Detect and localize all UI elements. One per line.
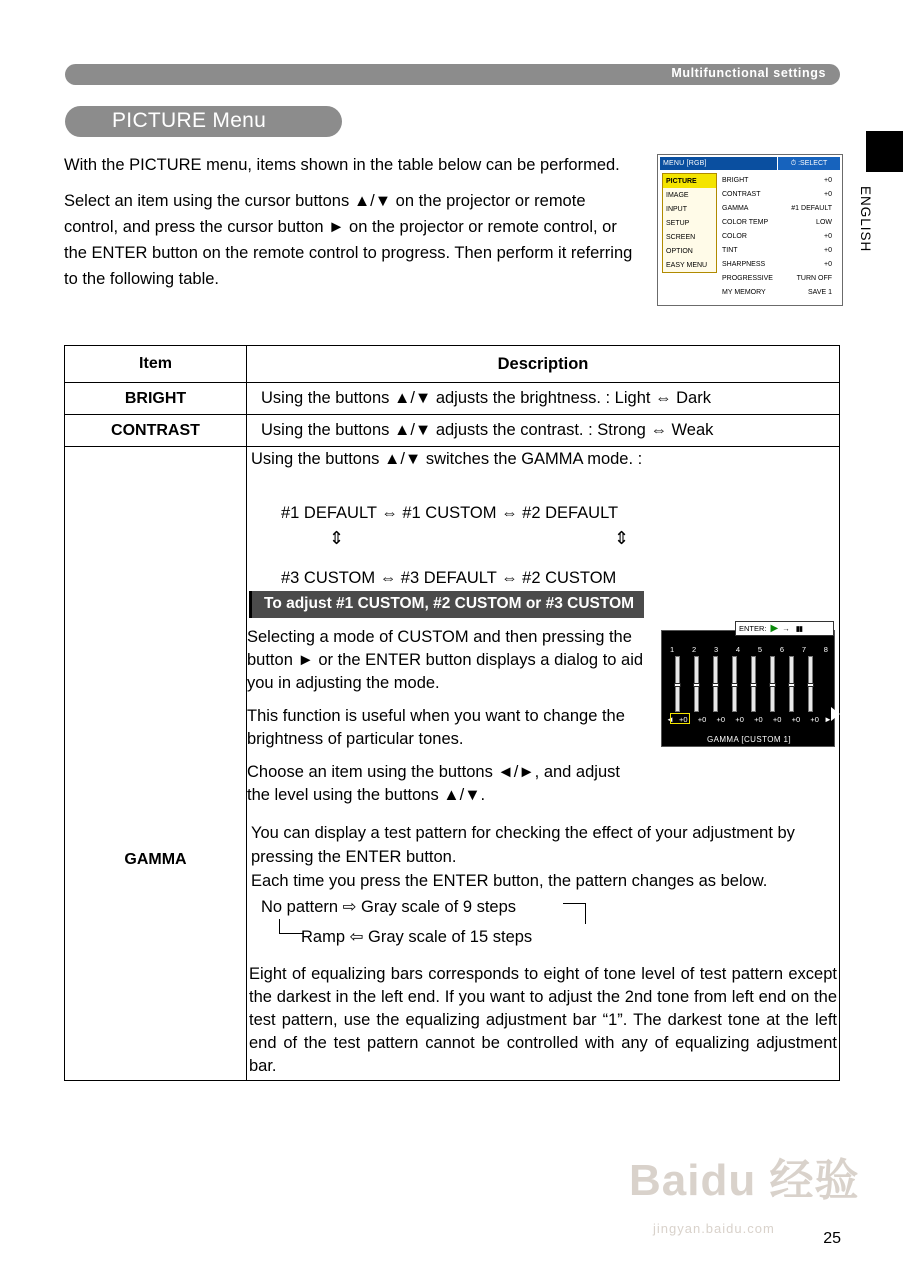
row-description-gamma [247, 447, 839, 1080]
row-item-gamma [65, 447, 247, 1080]
osd-setting-name: PROGRESSIVE [722, 274, 773, 282]
equalizer-knob [807, 683, 814, 687]
equalizer-bar [675, 656, 680, 712]
equalizer-bar [751, 656, 756, 712]
bar-value: +0 [679, 715, 688, 724]
osd-setting-value: +0 [824, 246, 832, 254]
bar-value: +0 [810, 715, 819, 724]
osd-setting-name: COLOR TEMP [722, 218, 769, 226]
bar-number: 3 [713, 645, 719, 654]
gamma-paragraph-5: Each time you press the ENTER button, the pattern changes as below. [251, 872, 768, 890]
bar-number: 6 [779, 645, 785, 654]
right-arrow-icon: ► [824, 715, 832, 724]
watermark [629, 1156, 869, 1236]
language-label: ENGLISH [858, 186, 873, 253]
equalizer-knob [731, 683, 738, 687]
page-title: PICTURE Menu [112, 109, 267, 132]
gamma-mode-flow [247, 477, 839, 585]
osd-setting-value: #1 DEFAULT [791, 204, 832, 212]
table-row [65, 415, 839, 447]
gamma-dialog-footer: GAMMA [CUSTOM 1] [706, 735, 792, 744]
osd-setting-value: +0 [824, 260, 832, 268]
gamma-paragraph-1: Selecting a mode of CUSTOM and then pressing the button ► or the ENTER button displays a dialog to aid you in adjusting the mode. [247, 628, 644, 692]
gamma-flow-arrow-right: ⇕ [614, 528, 630, 548]
osd-setting-row [720, 173, 836, 187]
play-triangle-icon: ▶ [770, 623, 779, 634]
equalizer-bar [789, 656, 794, 712]
bar-value: +0 [735, 715, 744, 724]
gamma-flow-bottom: #3 CUSTOM ⇔ #3 DEFAULT ⇔ #2 CUSTOM [281, 569, 617, 587]
pattern-arrow-right-hook [563, 903, 586, 924]
gamma-subheading: To adjust #1 CUSTOM, #2 CUSTOM or #3 CUSTOM [249, 591, 644, 618]
osd-menu-item-easy-menu: EASY MENU [666, 261, 708, 269]
intro-text [64, 152, 654, 302]
gamma-paragraph-2: This function is useful when you want to change the brightness of particular tones. [247, 707, 625, 748]
osd-setting-name: SHARPNESS [722, 260, 766, 268]
osd-title-right: ⏱ :SELECT [777, 157, 840, 170]
osd-menu-item-screen: SCREEN [666, 233, 696, 241]
osd-setting-row [720, 215, 836, 229]
gamma-paragraph-6: Eight of equalizing bars corresponds to eight of tone level of test pattern except the darkest in the left end. If you want to adjust the 2nd tone from left end on the test pattern, use the equalizing adjustment bar “1”. The darkest tone at the left end of the test pattern cannot be controlled with any of equalizing adjustment bar. [249, 965, 837, 1075]
osd-setting-name: COLOR [722, 232, 747, 240]
gamma-dialog-values [666, 715, 832, 724]
gamma-dialog-equalizer-bars [672, 656, 828, 712]
gray-scale-icon: ▮▮ [795, 624, 802, 633]
bar-number: 5 [757, 645, 763, 654]
table-row [65, 447, 839, 1080]
equalizer-bar [732, 656, 737, 712]
section-title-pill [65, 106, 342, 137]
osd-setting-row [720, 271, 836, 285]
gamma-dialog-enter-hint [735, 621, 834, 636]
equalizer-knob [788, 683, 795, 687]
osd-setting-value: LOW [816, 218, 832, 226]
equalizer-bar [808, 656, 813, 712]
osd-setting-value: SAVE 1 [808, 288, 832, 296]
bar-number: 2 [691, 645, 697, 654]
running-head-label: Multifunctional settings [671, 66, 826, 80]
bar-value: +0 [772, 715, 782, 724]
osd-setting-value: +0 [824, 190, 832, 198]
equalizer-bar [713, 656, 718, 712]
gamma-flow-top: #1 DEFAULT ⇔ #1 CUSTOM ⇔ #2 DEFAULT [281, 504, 619, 522]
osd-setting-name: TINT [722, 246, 738, 254]
gamma-intro-line: Using the buttons ▲/▼ switches the GAMMA mode. : [251, 450, 643, 468]
equalizer-knob [750, 683, 757, 687]
osd-body [660, 170, 840, 303]
picture-menu-table [64, 345, 840, 1081]
osd-title-left: MENU [RGB] [663, 160, 707, 167]
equalizer-knob [712, 683, 719, 687]
osd-setting-value: +0 [824, 232, 832, 240]
gamma-custom-dialog-screenshot [661, 623, 835, 747]
osd-setting-row [720, 201, 836, 215]
bar-value: +0 [754, 715, 763, 724]
gamma-pattern-cycle [247, 897, 839, 959]
column-header-description: Description [497, 354, 589, 373]
watermark-subtext: jingyan.baidu.com [653, 1221, 775, 1236]
osd-menu-item-input: INPUT [666, 205, 687, 213]
gamma-dialog-enter-arrow: → [782, 624, 790, 633]
osd-setting-row [720, 229, 836, 243]
table-header-row [65, 346, 839, 383]
watermark-text: Baidu 经验 [629, 1156, 860, 1205]
pattern-line-1: No pattern ⇨ Gray scale of 9 steps [261, 898, 517, 916]
osd-menu-screenshot [657, 154, 843, 306]
osd-setting-value: +0 [824, 176, 832, 184]
gamma-flow-arrow-left: ⇕ [329, 528, 345, 548]
bar-number: 4 [735, 645, 741, 654]
osd-menu-item-option: OPTION [666, 247, 693, 255]
bar-number: 8 [823, 645, 828, 654]
osd-menu-list [662, 173, 717, 273]
page-number: 25 [823, 1230, 841, 1247]
gamma-paragraph-3: Choose an item using the buttons ◄/►, and adjust the level using the buttons ▲/▼. [247, 763, 620, 804]
gamma-columns [247, 623, 839, 807]
side-thumb-tab [866, 131, 903, 172]
pattern-line-2: Ramp ⇦ Gray scale of 15 steps [301, 928, 533, 946]
bar-value: +0 [791, 715, 801, 724]
table-row [65, 383, 839, 415]
left-arrow-icon: ◄ [666, 715, 674, 724]
osd-setting-name: GAMMA [722, 204, 749, 212]
osd-setting-name: BRIGHT [722, 176, 749, 184]
gamma-dialog-bar-numbers [670, 645, 828, 654]
bar-value: +0 [697, 715, 707, 724]
osd-setting-row [720, 243, 836, 257]
row-description-contrast: Using the buttons ▲/▼ adjusts the contrast. : Strong ⇔ Weak [261, 421, 714, 439]
osd-setting-name: CONTRAST [722, 190, 761, 198]
osd-setting-value: TURN OFF [796, 274, 832, 282]
bar-number: 1 [670, 645, 675, 654]
row-description-bright: Using the buttons ▲/▼ adjusts the brightness. : Light ⇔ Dark [261, 389, 711, 407]
row-item-contrast: CONTRAST [65, 415, 247, 446]
gamma-dialog-enter-label: ENTER: [739, 624, 767, 633]
gamma-paragraph-4: You can display a test pattern for checking the effect of your adjustment by pressing the ENTER button. [251, 824, 795, 866]
gamma-left-text [247, 626, 647, 807]
osd-setting-name: MY MEMORY [722, 288, 766, 296]
column-header-item: Item [65, 346, 247, 382]
bar-number: 7 [801, 645, 806, 654]
equalizer-knob [693, 683, 700, 687]
cursor-right-triangle-icon [831, 707, 840, 721]
osd-menu-item-setup: SETUP [666, 219, 690, 227]
osd-titlebar [660, 157, 840, 170]
osd-setting-row [720, 257, 836, 271]
equalizer-bar [770, 656, 775, 712]
equalizer-bar [694, 656, 699, 712]
osd-inner [660, 157, 840, 303]
osd-setting-row [720, 187, 836, 201]
intro-paragraph-2: Select an item using the cursor buttons ▲/▼ on the projector or remote control, and press the cursor button ► on the projector or remote control, or the ENTER button on the remote control to progress. Then perform it referring to the following table. [64, 192, 633, 288]
osd-menu-item-image: IMAGE [666, 191, 689, 199]
osd-menu-item-picture: PICTURE [663, 174, 716, 188]
equalizer-knob [769, 683, 776, 687]
row-item-bright: BRIGHT [65, 383, 247, 414]
osd-settings-list [720, 173, 836, 299]
osd-setting-row [720, 285, 836, 299]
row-item-gamma-label: GAMMA [124, 851, 187, 868]
selected-value-highlight [670, 713, 690, 724]
running-head-bar [65, 64, 840, 85]
bar-value: +0 [716, 715, 726, 724]
equalizer-knob [674, 683, 681, 687]
intro-paragraph-1: With the PICTURE menu, items shown in the table below can be performed. [64, 156, 620, 174]
